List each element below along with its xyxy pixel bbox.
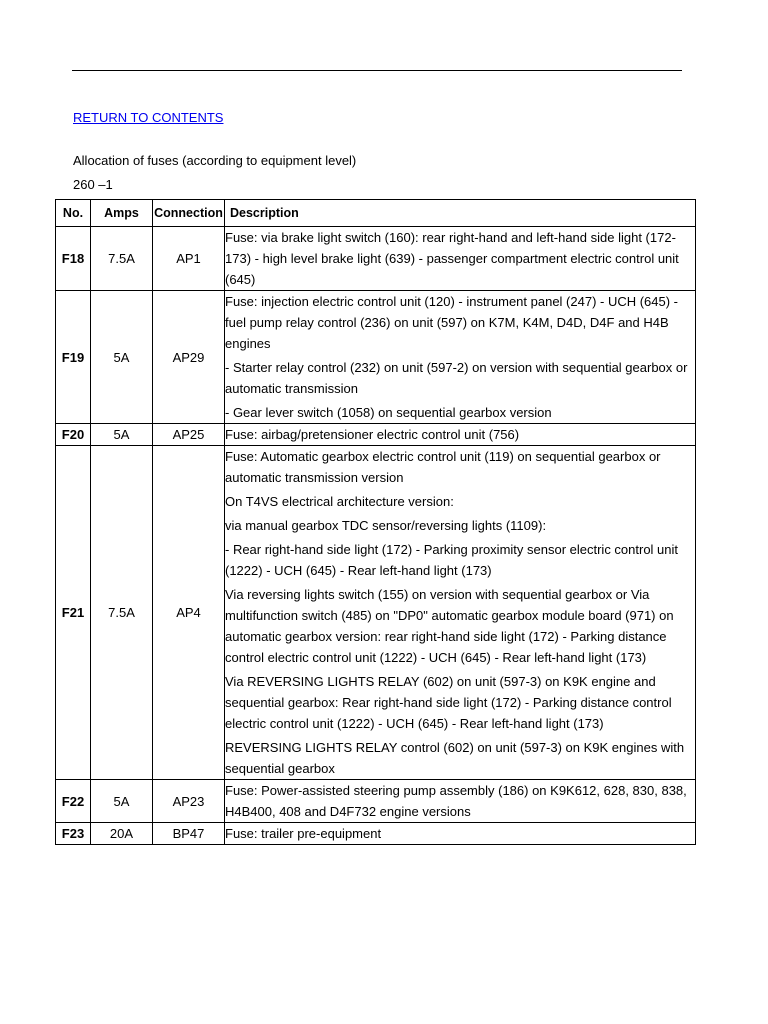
connection-cell: AP4 [153, 446, 225, 780]
section-code: 260 –1 [73, 177, 113, 192]
description-cell [225, 823, 696, 845]
table-row [56, 424, 696, 446]
amps-cell: 5A [91, 291, 153, 424]
header-connection: Connection [153, 200, 225, 227]
description-cell [225, 780, 696, 823]
fuse-table-body [56, 227, 696, 845]
amps-cell: 7.5A [91, 227, 153, 291]
connection-cell: AP1 [153, 227, 225, 291]
description-line: Fuse: trailer pre-equipment [225, 826, 382, 841]
header-no: No. [56, 200, 91, 227]
description-line: - Starter relay control (232) on unit (597-2) on version with sequential gearbox or automatic transmission [225, 360, 688, 396]
description-line: Via reversing lights switch (155) on version with sequential gearbox or Via multifunction switch (485) on "DP0" automatic gearbox module board (971) on automatic gearbox version: rear right-hand side light (172) - Parking distance control electric control unit (1222) - UCH (645) - Rear left-hand light (173) [225, 587, 674, 665]
description-line: Fuse: airbag/pretensioner electric control unit (756) [225, 427, 520, 442]
amps-cell: 20A [91, 823, 153, 845]
description-line: - Gear lever switch (1058) on sequential gearbox version [225, 405, 552, 420]
connection-cell: BP47 [153, 823, 225, 845]
table-row [56, 823, 696, 845]
description-line: REVERSING LIGHTS RELAY control (602) on unit (597-3) on K9K engines with sequential gearbox [225, 740, 685, 776]
description-line: Fuse: injection electric control unit (120) - instrument panel (247) - UCH (645) - fuel pump relay control (236) on unit (597) on K7M, K4M, D4D, D4F and H4B engines [225, 294, 679, 351]
intro-text: Allocation of fuses (according to equipment level) [73, 153, 357, 168]
header-rule [72, 70, 682, 71]
description-line: On T4VS electrical architecture version: [225, 494, 454, 509]
table-row [56, 446, 696, 780]
return-to-contents-link[interactable]: RETURN TO CONTENTS [73, 110, 224, 125]
description-line: Via REVERSING LIGHTS RELAY (602) on unit (597-3) on K9K engine and sequential gearbox: Rear right-hand side light (172) - Parking distance control electric control unit (1222) - UCH (645) - Rear left-hand light (173) [225, 674, 672, 731]
description-line: Fuse: Automatic gearbox electric control unit (119) on sequential gearbox or automatic transmission version [225, 449, 661, 485]
fuse-table [55, 199, 696, 845]
connection-cell: AP29 [153, 291, 225, 424]
table-row [56, 291, 696, 424]
description-cell [225, 291, 696, 424]
header-amps: Amps [91, 200, 153, 227]
amps-cell: 5A [91, 424, 153, 446]
fuse-number-cell: F20 [56, 424, 91, 446]
description-cell [225, 227, 696, 291]
table-row [56, 227, 696, 291]
fuse-number-cell: F21 [56, 446, 91, 780]
fuse-number-cell: F23 [56, 823, 91, 845]
amps-cell: 7.5A [91, 446, 153, 780]
connection-cell: AP23 [153, 780, 225, 823]
fuse-number-cell: F18 [56, 227, 91, 291]
header-description: Description [225, 200, 696, 227]
amps-cell: 5A [91, 780, 153, 823]
table-row [56, 780, 696, 823]
fuse-number-cell: F19 [56, 291, 91, 424]
description-cell [225, 446, 696, 780]
connection-cell: AP25 [153, 424, 225, 446]
description-cell [225, 424, 696, 446]
description-line: via manual gearbox TDC sensor/reversing lights (1109): [225, 518, 547, 533]
description-line: Fuse: via brake light switch (160): rear right-hand and left-hand side light (172-173) - high level brake light (639) - passenger compartment electric control unit (645) [225, 230, 679, 287]
table-header-row [56, 200, 696, 227]
description-line: Fuse: Power-assisted steering pump assembly (186) on K9K612, 628, 830, 838, H4B400, 408 and D4F732 engine versions [225, 783, 687, 819]
description-line: - Rear right-hand side light (172) - Parking proximity sensor electric control unit (1222) - UCH (645) - Rear left-hand light (173) [225, 542, 679, 578]
fuse-number-cell: F22 [56, 780, 91, 823]
